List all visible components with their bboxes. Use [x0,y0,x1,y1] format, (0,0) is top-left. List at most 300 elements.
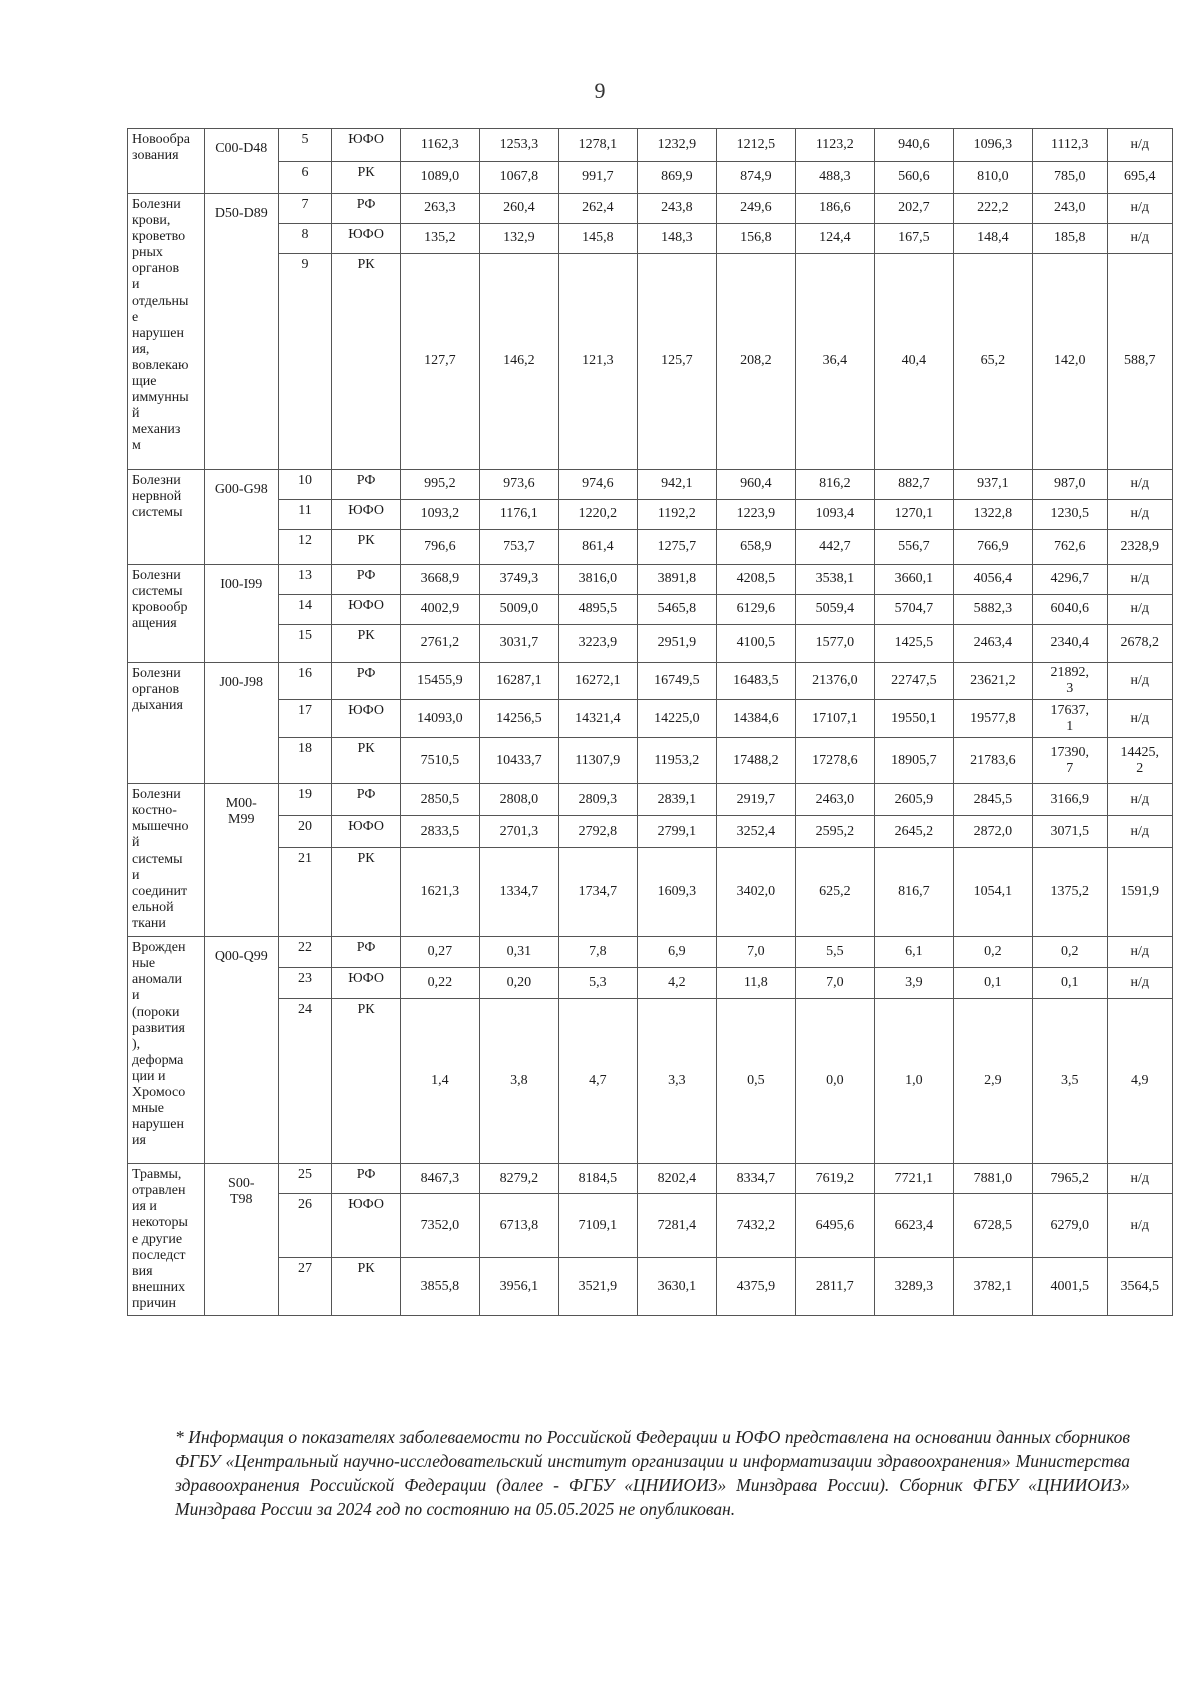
value-cell: 3071,5 [1032,816,1107,848]
value-cell: 124,4 [795,224,874,254]
value-cell: 0,2 [953,937,1032,968]
value-cell: н/д [1107,937,1172,968]
value-cell: 442,7 [795,530,874,565]
row-number-cell: 13 [278,565,332,595]
value-cell: 16287,1 [479,663,558,700]
value-cell: 810,0 [953,162,1032,194]
row-number-cell: 10 [278,470,332,500]
page-number: 9 [594,78,606,103]
value-cell: 17488,2 [716,738,795,784]
row-number-cell: 8 [278,224,332,254]
table-row [128,162,1173,194]
value-cell: 7965,2 [1032,1164,1107,1194]
value-cell: 0,1 [953,968,1032,999]
icd-code-cell: Q00-Q99 [204,937,278,1164]
value-cell: 14225,0 [637,700,716,738]
value-cell: 8202,4 [637,1164,716,1194]
value-cell: 16749,5 [637,663,716,700]
value-cell: 7432,2 [716,1194,795,1258]
value-cell: 973,6 [479,470,558,500]
row-number-cell: 26 [278,1194,332,1258]
value-cell: 2678,2 [1107,625,1172,663]
value-cell: 3223,9 [558,625,637,663]
value-cell: 1112,3 [1032,129,1107,162]
value-cell: 0,5 [716,999,795,1164]
disease-name-cell: Врожден ные аномали и (пороки развития ), деформа ции и Хромосо мные нарушен ия [128,937,205,1164]
value-cell: 2701,3 [479,816,558,848]
value-cell: 2761,2 [400,625,479,663]
value-cell: 5,3 [558,968,637,999]
table-row [128,999,1173,1164]
value-cell: 488,3 [795,162,874,194]
value-cell: 785,0 [1032,162,1107,194]
value-cell: 2850,5 [400,784,479,816]
value-cell: н/д [1107,1194,1172,1258]
table-row [128,470,1173,500]
value-cell: 0,31 [479,937,558,968]
value-cell: 4056,4 [953,565,1032,595]
value-cell: 135,2 [400,224,479,254]
value-cell: 874,9 [716,162,795,194]
value-cell: н/д [1107,129,1172,162]
value-cell: 4296,7 [1032,565,1107,595]
value-cell: 5059,4 [795,595,874,625]
value-cell: 2809,3 [558,784,637,816]
value-cell: 19550,1 [874,700,953,738]
value-cell: 6713,8 [479,1194,558,1258]
disease-name-cell: Болезни системы кровообр ащения [128,565,205,663]
table-row [128,663,1173,700]
row-number-cell: 27 [278,1258,332,1316]
value-cell: 1375,2 [1032,848,1107,937]
value-cell: 1253,3 [479,129,558,162]
value-cell: 0,20 [479,968,558,999]
value-cell: 15455,9 [400,663,479,700]
value-cell: 127,7 [400,254,479,470]
value-cell: 19577,8 [953,700,1032,738]
value-cell: 7,0 [716,937,795,968]
value-cell: 2872,0 [953,816,1032,848]
table-row [128,625,1173,663]
value-cell: 22747,5 [874,663,953,700]
value-cell: 4375,9 [716,1258,795,1316]
region-cell: РФ [332,937,400,968]
value-cell: 3891,8 [637,565,716,595]
row-number-cell: 12 [278,530,332,565]
value-cell: 2645,2 [874,816,953,848]
value-cell: 1275,7 [637,530,716,565]
value-cell: 132,9 [479,224,558,254]
value-cell: 2463,4 [953,625,1032,663]
value-cell: 11953,2 [637,738,716,784]
value-cell: 3,3 [637,999,716,1164]
value-cell: н/д [1107,194,1172,224]
region-cell: РФ [332,663,400,700]
value-cell: 243,8 [637,194,716,224]
disease-name-cell: Болезни крови, кроветво рных органов и отдельны е нарушен ия, вовлекаю щие иммунны й механиз м [128,194,205,470]
table-row [128,129,1173,162]
value-cell: 588,7 [1107,254,1172,470]
value-cell: 1176,1 [479,500,558,530]
region-cell: РК [332,625,400,663]
value-cell: 0,2 [1032,937,1107,968]
value-cell: 882,7 [874,470,953,500]
value-cell: 1577,0 [795,625,874,663]
value-cell: 17278,6 [795,738,874,784]
value-cell: 7619,2 [795,1164,874,1194]
value-cell: 2792,8 [558,816,637,848]
value-cell: 5,5 [795,937,874,968]
value-cell: 1096,3 [953,129,1032,162]
row-number-cell: 21 [278,848,332,937]
icd-code-cell: D50-D89 [204,194,278,470]
table-row [128,1258,1173,1316]
table-row [128,1194,1173,1258]
value-cell: 10433,7 [479,738,558,784]
row-number-cell: 15 [278,625,332,663]
disease-name-cell: Новообра зования [128,129,205,194]
region-cell: ЮФО [332,700,400,738]
value-cell: 1,0 [874,999,953,1164]
region-cell: РК [332,999,400,1164]
value-cell: 1609,3 [637,848,716,937]
value-cell: 0,1 [1032,968,1107,999]
value-cell: 816,2 [795,470,874,500]
value-cell: 2328,9 [1107,530,1172,565]
value-cell: 36,4 [795,254,874,470]
table-row [128,224,1173,254]
disease-name-cell: Травмы, отравлен ия и некоторы е другие последст вия внешних причин [128,1164,205,1316]
value-cell: 40,4 [874,254,953,470]
value-cell: 0,0 [795,999,874,1164]
value-cell: 991,7 [558,162,637,194]
value-cell: 6129,6 [716,595,795,625]
value-cell: 1067,8 [479,162,558,194]
value-cell: 0,22 [400,968,479,999]
region-cell: ЮФО [332,595,400,625]
icd-code-cell: S00- T98 [204,1164,278,1316]
value-cell: 6728,5 [953,1194,1032,1258]
footnote: * Информация о показателях заболеваемости по Российской Федерации и ЮФО представлена на основании данных сборников ФГБУ «Центральный научно-исследовательский институт организации и информатизации здравоохранения» Министерства здравоохранения Российской Федерации (далее - ФГБУ «ЦНИИОИЗ» Минздрава России). Сборник ФГБУ «ЦНИИОИЗ» Минздрава России за 2024 год по состоянию на 05.05.2025 не опубликован. [175,1427,1130,1519]
value-cell: 3402,0 [716,848,795,937]
table-row [128,816,1173,848]
row-number-cell: 25 [278,1164,332,1194]
table-row [128,968,1173,999]
value-cell: 222,2 [953,194,1032,224]
table-row [128,530,1173,565]
value-cell: 3660,1 [874,565,953,595]
value-cell: 3956,1 [479,1258,558,1316]
value-cell: 942,1 [637,470,716,500]
value-cell: 0,27 [400,937,479,968]
value-cell: 6279,0 [1032,1194,1107,1258]
value-cell: 3668,9 [400,565,479,595]
region-cell: РФ [332,194,400,224]
region-cell: РФ [332,784,400,816]
region-cell: РК [332,162,400,194]
table-row [128,565,1173,595]
value-cell: 6,1 [874,937,953,968]
morbidity-table [127,128,1173,1316]
table-row [128,500,1173,530]
table-row [128,738,1173,784]
value-cell: 1192,2 [637,500,716,530]
value-cell: н/д [1107,700,1172,738]
value-cell: 5009,0 [479,595,558,625]
value-cell: 4002,9 [400,595,479,625]
value-cell: 1,4 [400,999,479,1164]
value-cell: 2845,5 [953,784,1032,816]
value-cell: 2799,1 [637,816,716,848]
value-cell: 23621,2 [953,663,1032,700]
value-cell: 7352,0 [400,1194,479,1258]
table-row [128,700,1173,738]
value-cell: 1220,2 [558,500,637,530]
region-cell: ЮФО [332,968,400,999]
value-cell: 1621,3 [400,848,479,937]
disease-name-cell: Болезни нервной системы [128,470,205,565]
value-cell: 4,9 [1107,999,1172,1164]
icd-code-cell: I00-I99 [204,565,278,663]
value-cell: 2833,5 [400,816,479,848]
value-cell: 3,5 [1032,999,1107,1164]
value-cell: 6623,4 [874,1194,953,1258]
value-cell: 167,5 [874,224,953,254]
value-cell: 3564,5 [1107,1258,1172,1316]
value-cell: 146,2 [479,254,558,470]
value-cell: 1591,9 [1107,848,1172,937]
value-cell: 766,9 [953,530,1032,565]
table-row [128,595,1173,625]
value-cell: 940,6 [874,129,953,162]
value-cell: 65,2 [953,254,1032,470]
value-cell: 7109,1 [558,1194,637,1258]
value-cell: 21376,0 [795,663,874,700]
value-cell: 14093,0 [400,700,479,738]
value-cell: 2595,2 [795,816,874,848]
value-cell: 3749,3 [479,565,558,595]
row-number-cell: 19 [278,784,332,816]
value-cell: 4001,5 [1032,1258,1107,1316]
value-cell: 1162,3 [400,129,479,162]
value-cell: 3538,1 [795,565,874,595]
value-cell: 14384,6 [716,700,795,738]
value-cell: 3782,1 [953,1258,1032,1316]
value-cell: н/д [1107,816,1172,848]
value-cell: 2605,9 [874,784,953,816]
value-cell: 960,4 [716,470,795,500]
value-cell: 3816,0 [558,565,637,595]
value-cell: 3166,9 [1032,784,1107,816]
region-cell: ЮФО [332,224,400,254]
value-cell: 3855,8 [400,1258,479,1316]
region-cell: РФ [332,565,400,595]
row-number-cell: 17 [278,700,332,738]
value-cell: 11307,9 [558,738,637,784]
value-cell: 5465,8 [637,595,716,625]
value-cell: 2919,7 [716,784,795,816]
value-cell: 16483,5 [716,663,795,700]
value-cell: 7721,1 [874,1164,953,1194]
value-cell: 1425,5 [874,625,953,663]
region-cell: РК [332,1258,400,1316]
value-cell: 4208,5 [716,565,795,595]
value-cell: 658,9 [716,530,795,565]
value-cell: 3289,3 [874,1258,953,1316]
table-row [128,848,1173,937]
value-cell: 3,8 [479,999,558,1164]
row-number-cell: 6 [278,162,332,194]
value-cell: 560,6 [874,162,953,194]
value-cell: н/д [1107,663,1172,700]
value-cell: 14321,4 [558,700,637,738]
value-cell: н/д [1107,595,1172,625]
table-row [128,194,1173,224]
row-number-cell: 20 [278,816,332,848]
value-cell: 2839,1 [637,784,716,816]
value-cell: 7281,4 [637,1194,716,1258]
value-cell: 1230,5 [1032,500,1107,530]
value-cell: 8334,7 [716,1164,795,1194]
value-cell: 1089,0 [400,162,479,194]
value-cell: 1212,5 [716,129,795,162]
value-cell: 8467,3 [400,1164,479,1194]
value-cell: 5704,7 [874,595,953,625]
value-cell: 156,8 [716,224,795,254]
value-cell: 18905,7 [874,738,953,784]
value-cell: 6,9 [637,937,716,968]
value-cell: 14425, 2 [1107,738,1172,784]
value-cell: 3031,7 [479,625,558,663]
region-cell: ЮФО [332,500,400,530]
value-cell: 625,2 [795,848,874,937]
value-cell: 4895,5 [558,595,637,625]
value-cell: 1270,1 [874,500,953,530]
region-cell: ЮФО [332,129,400,162]
region-cell: РФ [332,470,400,500]
table-row [128,937,1173,968]
value-cell: 2340,4 [1032,625,1107,663]
value-cell: 556,7 [874,530,953,565]
value-cell: 4,7 [558,999,637,1164]
value-cell: 263,3 [400,194,479,224]
value-cell: 995,2 [400,470,479,500]
value-cell: н/д [1107,500,1172,530]
value-cell: 202,7 [874,194,953,224]
value-cell: 796,6 [400,530,479,565]
value-cell: н/д [1107,968,1172,999]
table-row [128,1164,1173,1194]
value-cell: 1093,4 [795,500,874,530]
value-cell: 7510,5 [400,738,479,784]
value-cell: н/д [1107,565,1172,595]
value-cell: 7,8 [558,937,637,968]
value-cell: 937,1 [953,470,1032,500]
value-cell: 1734,7 [558,848,637,937]
icd-code-cell: C00-D48 [204,129,278,194]
region-cell: РФ [332,1164,400,1194]
value-cell: 869,9 [637,162,716,194]
region-cell: РК [332,254,400,470]
value-cell: 8279,2 [479,1164,558,1194]
row-number-cell: 5 [278,129,332,162]
value-cell: 3521,9 [558,1258,637,1316]
value-cell: 974,6 [558,470,637,500]
value-cell: 4100,5 [716,625,795,663]
row-number-cell: 7 [278,194,332,224]
value-cell: 7,0 [795,968,874,999]
value-cell: 1232,9 [637,129,716,162]
value-cell: 816,7 [874,848,953,937]
value-cell: 1334,7 [479,848,558,937]
value-cell: 186,6 [795,194,874,224]
value-cell: 2811,7 [795,1258,874,1316]
value-cell: 142,0 [1032,254,1107,470]
row-number-cell: 9 [278,254,332,470]
value-cell: 1278,1 [558,129,637,162]
value-cell: 1123,2 [795,129,874,162]
value-cell: 17107,1 [795,700,874,738]
value-cell: 1223,9 [716,500,795,530]
value-cell: 21892, 3 [1032,663,1107,700]
value-cell: н/д [1107,1164,1172,1194]
value-cell: 262,4 [558,194,637,224]
table-row [128,784,1173,816]
value-cell: 2808,0 [479,784,558,816]
table-row [128,254,1173,470]
icd-code-cell: J00-J98 [204,663,278,784]
value-cell: н/д [1107,224,1172,254]
value-cell: 17637, 1 [1032,700,1107,738]
icd-code-cell: M00- M99 [204,784,278,937]
value-cell: 1054,1 [953,848,1032,937]
value-cell: 208,2 [716,254,795,470]
value-cell: 3,9 [874,968,953,999]
icd-code-cell: G00-G98 [204,470,278,565]
value-cell: 3630,1 [637,1258,716,1316]
value-cell: 11,8 [716,968,795,999]
row-number-cell: 22 [278,937,332,968]
row-number-cell: 11 [278,500,332,530]
region-cell: ЮФО [332,1194,400,1258]
value-cell: 1093,2 [400,500,479,530]
value-cell: 148,4 [953,224,1032,254]
value-cell: 4,2 [637,968,716,999]
row-number-cell: 18 [278,738,332,784]
value-cell: 753,7 [479,530,558,565]
value-cell: 121,3 [558,254,637,470]
value-cell: 2951,9 [637,625,716,663]
value-cell: 185,8 [1032,224,1107,254]
value-cell: 6040,6 [1032,595,1107,625]
value-cell: 17390, 7 [1032,738,1107,784]
value-cell: н/д [1107,784,1172,816]
value-cell: 243,0 [1032,194,1107,224]
value-cell: 5882,3 [953,595,1032,625]
region-cell: РК [332,848,400,937]
row-number-cell: 24 [278,999,332,1164]
table-body [128,129,1173,1316]
value-cell: 16272,1 [558,663,637,700]
value-cell: 695,4 [1107,162,1172,194]
value-cell: 8184,5 [558,1164,637,1194]
value-cell: 3252,4 [716,816,795,848]
value-cell: 14256,5 [479,700,558,738]
row-number-cell: 16 [278,663,332,700]
value-cell: н/д [1107,470,1172,500]
value-cell: 987,0 [1032,470,1107,500]
disease-name-cell: Болезни костно- мышечно й системы и соединит ельной ткани [128,784,205,937]
